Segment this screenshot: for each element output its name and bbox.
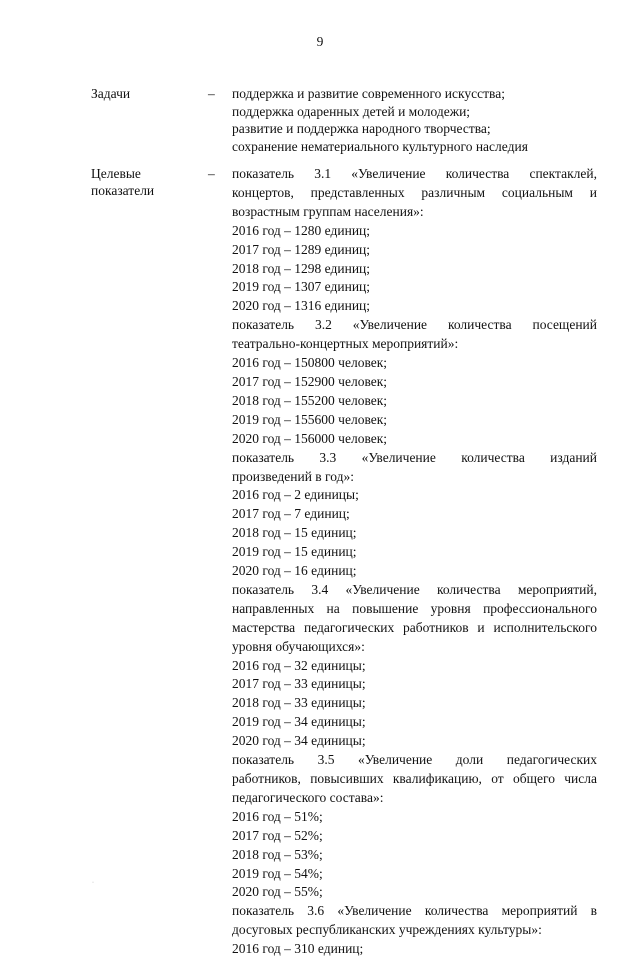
indicator-value: 2020 год – 156000 человек; [232, 430, 388, 446]
targets-dash: – [208, 166, 215, 181]
indicator-heading: показатель 3.4 «Увеличение количества мероприятий, [232, 581, 597, 597]
indicator-value: 2017 год – 1289 единиц; [232, 241, 371, 257]
page-number: 9 [316, 34, 324, 49]
indicator-heading: театрально-концертных мероприятий»: [232, 336, 459, 352]
indicator-value: 2018 год – 33 единицы; [232, 695, 366, 711]
indicator-value: 2020 год – 55%; [232, 884, 323, 900]
indicator-value: 2016 год – 150800 человек; [232, 355, 388, 371]
task-item: поддержка одаренных детей и молодежи; [232, 103, 471, 119]
tasks-dash: – [208, 86, 215, 101]
indicator-value: 2019 год – 34 единицы; [232, 714, 366, 730]
indicator-value: 2019 год – 155600 человек; [232, 411, 388, 427]
indicator-value: 2016 год – 51%; [232, 808, 323, 824]
targets-label-line: показатели [91, 183, 155, 198]
indicator-heading: направленных на повышение уровня профессионального [232, 600, 597, 616]
indicator-value: 2017 год – 152900 человек; [232, 373, 388, 389]
indicator-value: 2016 год – 2 единицы; [232, 487, 359, 503]
indicator-heading: показатель 3.5 «Увеличение доли педагогических [232, 752, 597, 768]
indicator-heading: показатель 3.6 «Увеличение количества мероприятий в [232, 903, 597, 919]
indicator-value: 2020 год – 1316 единиц; [232, 298, 371, 314]
tasks-label: Задачи [91, 86, 131, 101]
indicator-value: 2018 год – 53%; [232, 846, 323, 862]
task-item: поддержка и развитие современного искусства; [232, 86, 505, 101]
indicator-value: 2016 год – 32 единицы; [232, 657, 366, 673]
targets-list [232, 165, 597, 959]
indicator-value: 2019 год – 15 единиц; [232, 544, 357, 560]
indicator-value: 2017 год – 52%; [232, 827, 323, 843]
indicator-heading: показатель 3.2 «Увеличение количества посещений [232, 317, 597, 333]
indicator-heading: возрастным группам населения»: [232, 203, 424, 219]
indicator-heading: работников, повысивших квалификацию, от общего числа [232, 771, 597, 786]
indicator-value: 2018 год – 15 единиц; [232, 525, 357, 541]
indicator-heading: досуговых республиканских учреждениях культуры»: [232, 922, 542, 938]
indicator-value: 2020 год – 16 единиц; [232, 563, 357, 579]
task-item: развитие и поддержка народного творчества; [232, 121, 491, 137]
indicator-value: 2019 год – 1307 единиц; [232, 279, 371, 295]
indicator-value: 2016 год – 1280 единиц; [232, 222, 371, 238]
indicator-heading: концертов, представленных различным социальным и [232, 184, 597, 200]
indicator-value: 2018 год – 1298 единиц; [232, 260, 371, 276]
indicator-heading: педагогического состава»: [232, 789, 384, 805]
targets-label [91, 165, 201, 199]
indicator-heading: уровня обучающихся»: [232, 638, 365, 654]
indicator-heading: мастерства педагогических работников и исполнительского [232, 619, 597, 635]
indicator-value: 2017 год – 33 единицы; [232, 676, 366, 692]
targets-label-line: Целевые [91, 166, 141, 181]
indicator-value: 2020 год – 34 единицы; [232, 733, 366, 749]
indicator-value: 2017 год – 7 единиц; [232, 506, 350, 522]
task-item: сохранение нематериального культурного наследия [232, 138, 528, 154]
indicator-heading: показатель 3.1 «Увеличение количества спектаклей, [232, 166, 597, 181]
tasks-list [232, 85, 597, 155]
indicator-value: 2019 год – 54%; [232, 865, 323, 881]
scan-speck: · [92, 880, 94, 886]
indicator-value: 2018 год – 155200 человек; [232, 392, 388, 408]
indicator-value: 2016 год – 310 единиц; [232, 941, 364, 957]
indicator-heading: показатель 3.3 «Увеличение количества изданий [232, 449, 597, 465]
indicator-heading: произведений в год»: [232, 468, 354, 484]
